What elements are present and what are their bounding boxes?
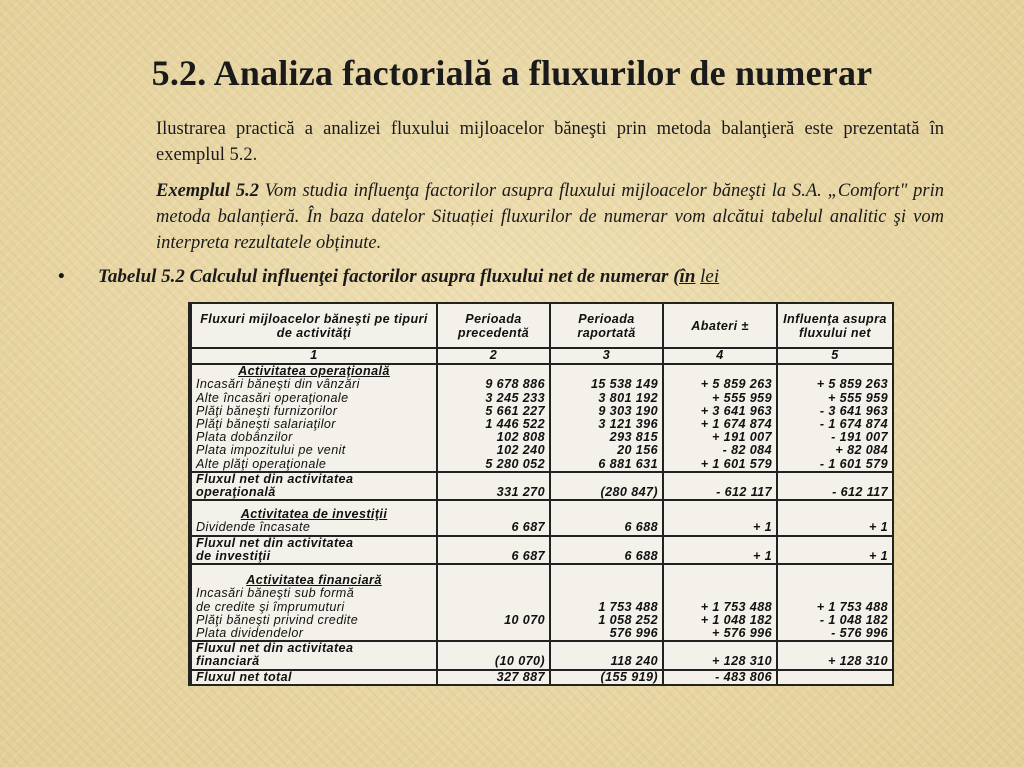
empty-cell [777,508,893,521]
influence-value: + 5 859 263 [777,378,893,391]
table-row [191,458,893,472]
deviation-value: + 1 [663,521,777,535]
table-row [191,444,893,457]
total-previous-value: 327 887 [437,670,550,684]
reported-value: 9 303 190 [550,405,663,418]
net-reported-value: 6 688 [550,550,663,564]
empty-cell [191,564,437,574]
reported-value: 6 688 [550,521,663,535]
net-deviation-value: + 1 [663,550,777,564]
column-number: 5 [777,348,893,364]
reported-value: 20 156 [550,444,663,457]
row-label: Plata dobânzilor [191,431,437,444]
deviation-value: + 3 641 963 [663,405,777,418]
table-row [191,550,893,564]
empty-cell [437,641,550,655]
deviation-value: + 5 859 263 [663,378,777,391]
deviation-value [663,587,777,600]
empty-cell [663,574,777,587]
table-row [191,521,893,535]
table-row [191,655,893,669]
empty-cell [777,364,893,378]
empty-cell [437,564,550,574]
table-row [191,472,893,486]
section-investment-text: Activitatea de investiţii [240,508,388,522]
net-deviation-value: - 612 117 [663,486,777,500]
empty-cell [663,564,777,574]
table-row [191,364,893,378]
table-row [191,486,893,500]
column-number: 3 [550,348,663,364]
influence-value: + 555 959 [777,392,893,405]
previous-value: 10 070 [437,614,550,627]
reported-value: 3 801 192 [550,392,663,405]
row-label: de credite şi împrumuturi [191,601,437,614]
empty-cell [437,472,550,486]
empty-cell [437,500,550,508]
deviation-value: + 1 674 874 [663,418,777,431]
net-flow-label: financiară [191,655,437,669]
reported-value [550,587,663,600]
total-reported-value: (155 919) [550,670,663,684]
table-row [191,431,893,444]
net-flow-label: Fluxul net din activitatea [191,472,437,486]
empty-cell [437,508,550,521]
reported-value: 6 881 631 [550,458,663,472]
reported-value: 15 538 149 [550,378,663,391]
row-label: Plăţi băneşti furnizorilor [191,405,437,418]
table-row [191,574,893,587]
net-flow-label: operaţională [191,486,437,500]
deviation-value: - 82 084 [663,444,777,457]
empty-cell [777,574,893,587]
bullet-symbol: • [58,266,65,287]
table-caption [58,266,958,288]
section-operational-text: Activitatea operaţională [238,364,390,379]
previous-value: 1 446 522 [437,418,550,431]
table-row [191,614,893,627]
table-row [191,587,893,600]
empty-cell [663,641,777,655]
reported-value: 3 121 396 [550,418,663,431]
net-previous-value: 331 270 [437,486,550,500]
deviation-value: + 191 007 [663,431,777,444]
influence-value: - 3 641 963 [777,405,893,418]
header-activity-type: Fluxuri mijloacelor băneşti pe tipuri de activităţi [191,304,437,348]
row-label: Alte plăţi operaţionale [191,458,437,472]
previous-value [437,627,550,641]
net-flow-label: Fluxul net din activitatea [191,641,437,655]
row-label: Alte încasări operaţionale [191,392,437,405]
row-label: Încasări băneşti sub formă [191,587,437,600]
header-reported-period: Perioada raportată [550,304,663,348]
net-deviation-value: + 128 310 [663,655,777,669]
row-label: Încasări băneşti din vânzări [191,378,437,391]
previous-value: 5 661 227 [437,405,550,418]
row-label: Plăţi băneşti privind credite [191,614,437,627]
reported-value: 1 058 252 [550,614,663,627]
table-row [191,564,893,574]
empty-cell [191,500,437,508]
column-number: 4 [663,348,777,364]
net-previous-value: (10 070) [437,655,550,669]
previous-value: 102 240 [437,444,550,457]
header-net-influence: Influenţa asupra fluxului net [777,304,893,348]
example-paragraph [156,178,944,256]
influence-value: + 1 753 488 [777,601,893,614]
net-influence-value: - 612 117 [777,486,893,500]
section-financial [191,574,437,587]
empty-cell [663,500,777,508]
empty-cell [550,574,663,587]
empty-cell [777,472,893,486]
empty-cell [550,564,663,574]
empty-cell [777,564,893,574]
row-label: Dividende încasate [191,521,437,535]
table-row [191,670,893,684]
empty-cell [777,500,893,508]
influence-value: + 1 [777,521,893,535]
total-label: Fluxul net total [191,670,437,684]
influence-value: - 576 996 [777,627,893,641]
example-text: Vom studia influenţa factorilor asupra fluxului mijloacelor băneşti la S.A. „Comfort" prin metoda balanțieră. În baza datelor Situației fluxurilor de numerar vom alcătui tabelul analitic şi vom interpreta rezultatele obținute. [156,181,945,253]
table-row [191,508,893,521]
previous-value [437,601,550,614]
slide-title: 5.2. Analiza factorială a fluxurilor de numerar [151,53,873,93]
table-row [191,536,893,550]
influence-value: - 1 674 874 [777,418,893,431]
reported-value: 1 753 488 [550,601,663,614]
empty-cell [777,536,893,550]
header-previous-period: Perioada precedentă [437,304,550,348]
total-influence-value [777,670,893,684]
net-influence-value: + 1 [777,550,893,564]
net-flow-label: Fluxul net din activitatea [191,536,437,550]
net-influence-value: + 128 310 [777,655,893,669]
empty-cell [550,508,663,521]
reported-value: 576 996 [550,627,663,641]
net-reported-value: 118 240 [550,655,663,669]
table-caption-text: Tabelul 5.2 Calculul influenţei factorilor asupra fluxului net de numerar [98,266,674,287]
empty-cell [550,500,663,508]
empty-cell [550,641,663,655]
previous-value: 9 678 886 [437,378,550,391]
previous-value: 6 687 [437,521,550,535]
influence-value [777,587,893,600]
empty-cell [663,364,777,378]
previous-value: 3 245 233 [437,392,550,405]
reported-value: 293 815 [550,431,663,444]
column-number: 2 [437,348,550,364]
intro-paragraph: Ilustrarea practică a analizei fluxului mijloacelor băneşti prin metoda balanţieră este prezentată în exemplul 5.2. [156,119,944,165]
influence-value: - 1 601 579 [777,458,893,472]
deviation-value: + 576 996 [663,627,777,641]
previous-value: 102 808 [437,431,550,444]
header-deviation: Abateri ± [663,304,777,348]
empty-cell [550,364,663,378]
net-reported-value: (280 847) [550,486,663,500]
table-row [191,641,893,655]
net-flow-label: de investiţii [191,550,437,564]
table-row [191,418,893,431]
empty-cell [663,472,777,486]
table-row [191,378,893,391]
cash-flow-table [188,302,894,686]
row-label: Plata impozitului pe venit [191,444,437,457]
table-row [191,627,893,641]
influence-value: - 1 048 182 [777,614,893,627]
empty-cell [663,508,777,521]
net-previous-value: 6 687 [437,550,550,564]
deviation-value: + 555 959 [663,392,777,405]
table-row [191,405,893,418]
section-financial-text: Activitatea financiară [246,574,382,588]
section-operational [191,364,437,378]
total-deviation-value: - 483 806 [663,670,777,684]
table-caption-unit: lei [700,266,720,287]
empty-cell [437,536,550,550]
example-label: Exemplul 5.2 [156,181,259,201]
empty-cell [550,472,663,486]
deviation-value: + 1 601 579 [663,458,777,472]
table-row [191,500,893,508]
empty-cell [777,641,893,655]
deviation-value: + 1 753 488 [663,601,777,614]
influence-value: + 82 084 [777,444,893,457]
empty-cell [663,536,777,550]
empty-cell [550,536,663,550]
table-caption-paren: (în [673,266,696,287]
table-row [191,392,893,405]
row-label: Plata dividendelor [191,627,437,641]
section-investment [191,508,437,521]
empty-cell [437,364,550,378]
previous-value: 5 280 052 [437,458,550,472]
empty-cell [437,574,550,587]
table-row [191,601,893,614]
influence-value: - 191 007 [777,431,893,444]
row-label: Plăţi băneşti salariaţilor [191,418,437,431]
deviation-value: + 1 048 182 [663,614,777,627]
column-number: 1 [191,348,437,364]
previous-value [437,587,550,600]
